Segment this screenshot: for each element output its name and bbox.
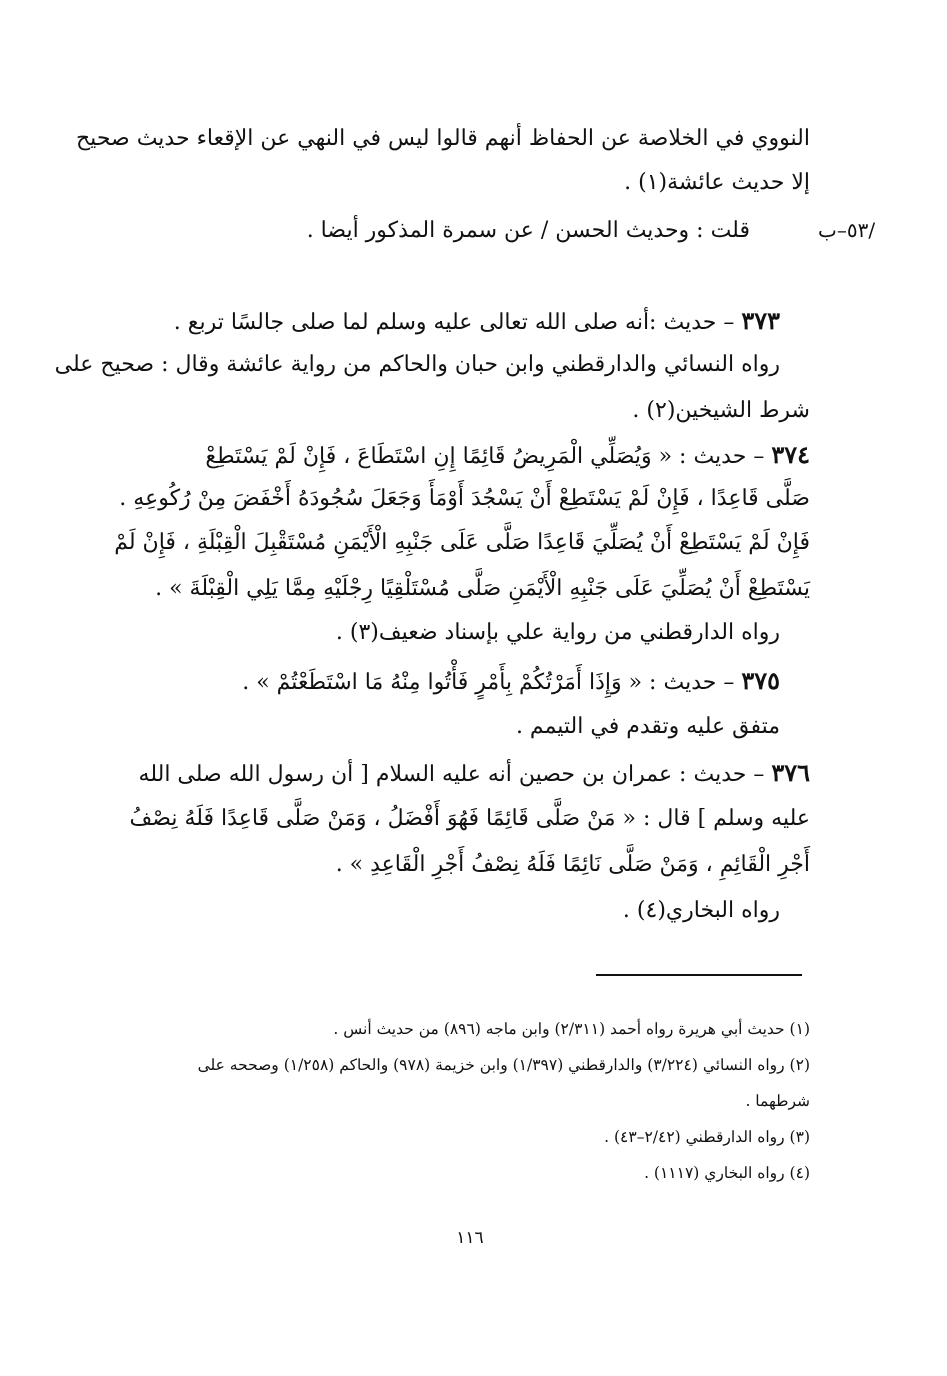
line-text: رواه البخاري(٤) . [622, 898, 780, 923]
footnote-line: شرطهما . [745, 1092, 810, 1110]
footnote-line: (٢) رواه النسائي (٣/٢٢٤) والدارقطني (١/٣٩٧) وابن خزيمة (٩٧٨) والحاكم (١/٢٥٨) وصححه على [197, 1056, 810, 1074]
text-line [130, 574, 810, 604]
text-line [130, 896, 780, 926]
footnote-line: (٤) رواه البخاري (١١١٧) . [644, 1164, 810, 1182]
line-text: صَلَّى قَاعِدًا ، فَإِنْ لَمْ يَسْتَطِعْ أَنْ يَسْجُدَ أَوْمَأَ وَجَعَلَ سُجُودَهُ أَخْفَضَ مِنْ رُكُوعِهِ . [119, 486, 810, 511]
hadith-number: ٣٧٤ [771, 440, 810, 469]
text-line [114, 528, 810, 558]
line-text: قلت : وحديث الحسن / عن سمرة المذكور أيضا . [306, 218, 750, 243]
text-line [130, 306, 780, 338]
line-text: متفق عليه وتقدم في التيمم . [515, 714, 780, 739]
text-line [130, 666, 780, 698]
margin-folio-note: /٥٣–ب [818, 218, 876, 242]
line-text: عليه وسلم ] قال : « مَنْ صَلَّى قَائِمًا فَهُوَ أَفْضَلُ ، وَمَنْ صَلَّى قَاعِدًا فَلَهُ نِصْفُ [129, 806, 810, 831]
text-line [54, 350, 780, 380]
text-line [75, 124, 810, 154]
line-text: شرط الشيخين(٢) . [632, 398, 810, 423]
footnote-line: (١) حديث أبي هريرة رواه أحمد (٢/٣١١) وابن ماجه (٨٩٦) من حديث أنس . [333, 1020, 810, 1038]
line-text: إلا حديث عائشة(١) . [624, 170, 810, 195]
footnote-separator [596, 974, 802, 976]
text-line [130, 396, 810, 426]
page-number: ١١٦ [456, 1228, 484, 1248]
text-line [130, 618, 780, 648]
line-text: – حديث : « وَإِذَا أَمَرْتُكُمْ بِأَمْرٍ فَأْتُوا مِنْهُ مَا اسْتَطَعْتُمْ » . [242, 670, 742, 695]
text-line [130, 216, 750, 246]
footnote-line: (٣) رواه الدارقطني (٢/٤٢–٤٣) . [604, 1128, 810, 1146]
line-text: يَسْتَطِعْ أَنْ يُصَلِّيَ عَلَى جَنْبِهِ الْأَيْمَنِ صَلَّى مُسْتَلْقِيًا رِجْلَيْهِ مِمَّا يَلِي الْقِبْلَةَ » . [155, 576, 810, 601]
text-line [130, 440, 810, 472]
line-text: – حديث :أنه صلى الله تعالى عليه وسلم لما صلى جالسًا تربع . [173, 310, 742, 335]
text-line [130, 712, 780, 742]
line-text: رواه النسائي والدارقطني وابن حبان والحاكم من رواية عائشة وقال : صحيح على [54, 352, 780, 377]
line-text: – حديث : « وَيُصَلِّي الْمَرِيضُ قَائِمًا إِنِ اسْتَطَاعَ ، فَإِنْ لَمْ يَسْتَطِعْ [205, 444, 772, 469]
line-text: النووي في الخلاصة عن الحفاظ أنهم قالوا ليس في النهي عن الإقعاء حديث صحيح [75, 126, 810, 151]
line-text: أَجْرِ الْقَائِمِ ، وَمَنْ صَلَّى نَائِمًا فَلَهُ نِصْفُ أَجْرِ الْقَاعِدِ » . [335, 852, 810, 877]
text-line [130, 758, 810, 790]
hadith-number: ٣٧٥ [741, 666, 780, 695]
hadith-number: ٣٧٣ [741, 306, 780, 335]
line-text: – حديث : عمران بن حصين أنه عليه السلام [ أن رسول الله صلى الله [138, 762, 772, 787]
text-line [119, 484, 810, 514]
hadith-number: ٣٧٦ [771, 758, 810, 787]
text-line [130, 850, 810, 880]
line-text: فَإِنْ لَمْ يَسْتَطِعْ أَنْ يُصَلِّيَ قَاعِدًا صَلَّى عَلَى جَنْبِهِ الْأَيْمَنِ مُسْتَقْبِلَ الْقِبْلَةِ ، فَإِنْ لَمْ [114, 530, 810, 555]
line-text: رواه الدارقطني من رواية علي بإسناد ضعيف(٣) . [335, 620, 780, 645]
text-line [130, 804, 810, 834]
text-line [130, 168, 810, 198]
